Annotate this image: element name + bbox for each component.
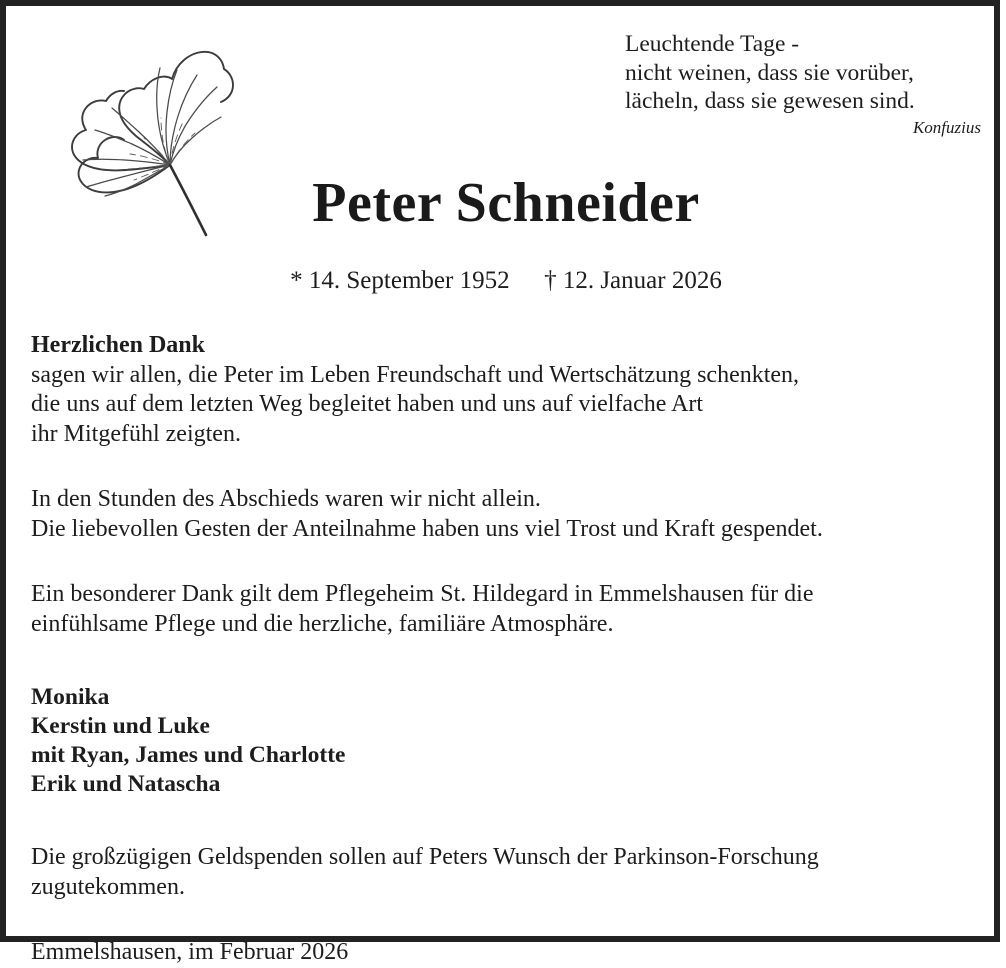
quote-line-3: lächeln, dass sie gewesen sind. xyxy=(625,88,915,114)
care-home-line-1: Ein besonderer Dank gilt dem Pflegeheim St. Hildegard in Emmelshausen für die xyxy=(31,581,814,607)
spacer-4 xyxy=(31,813,981,843)
birth-date: 14. September 1952 xyxy=(308,267,510,294)
family-name-1: Monika xyxy=(31,684,110,710)
care-home-line-2: einfühlsame Pflege und die herzliche, familiäre Atmosphäre. xyxy=(31,610,614,637)
spacer-5 xyxy=(31,916,981,938)
thanks-line-3: ihr Mitgefühl zeigten. xyxy=(31,420,241,447)
farewell-line-2: Die liebevollen Gesten der Anteilnahme haben uns viel Trost und Kraft gespendet. xyxy=(31,515,823,542)
death-symbol: † xyxy=(544,267,557,294)
donations-line-1: Die großzügigen Geldspenden sollen auf Peters Wunsch der Parkinson-Forschung xyxy=(31,844,819,870)
donations-paragraph xyxy=(31,843,981,902)
place-date-paragraph xyxy=(31,938,981,968)
farewell-line-1: In den Stunden des Abschieds waren wir nicht allein. xyxy=(31,486,541,512)
family-name-4: Erik und Natascha xyxy=(31,771,221,797)
quote-line-2: nicht weinen, dass sie vorüber, xyxy=(625,59,914,86)
death-date: 12. Januar 2026 xyxy=(562,267,722,294)
thanks-line-1: sagen wir allen, die Peter im Leben Freundschaft und Wertschätzung schenkten, xyxy=(31,361,800,388)
care-home-paragraph xyxy=(31,580,981,639)
spacer-2 xyxy=(31,558,981,580)
place-and-date: Emmelshausen, im Februar 2026 xyxy=(31,939,349,965)
spacer-3 xyxy=(31,653,981,683)
body-text xyxy=(31,331,981,968)
birth-symbol: * xyxy=(290,267,303,294)
thanks-paragraph xyxy=(31,331,981,449)
family-name-3: mit Ryan, James und Charlotte xyxy=(31,742,346,768)
quote-attribution: Konfuzius xyxy=(912,117,981,137)
spacer-1 xyxy=(31,463,981,485)
life-dates xyxy=(6,265,1006,297)
family-names-block xyxy=(31,683,981,799)
quote-line-1: Leuchtende Tage - xyxy=(625,31,800,57)
deceased-name: Peter Schneider xyxy=(312,172,700,234)
quote-block xyxy=(625,30,987,138)
donations-line-2: zugutekommen. xyxy=(31,873,185,900)
farewell-paragraph xyxy=(31,485,981,544)
thanks-heading: Herzlichen Dank xyxy=(31,332,205,358)
thanks-line-2: die uns auf dem letzten Weg begleitet haben und uns auf vielfache Art xyxy=(31,391,704,417)
family-name-2: Kerstin und Luke xyxy=(31,713,210,739)
